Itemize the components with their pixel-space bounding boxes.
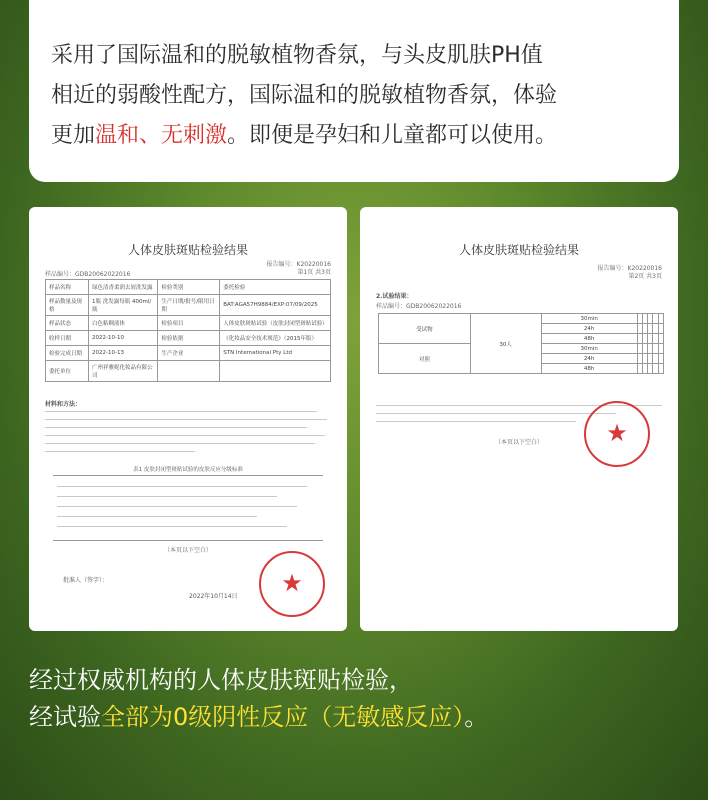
results-heading: 2.试验结果： bbox=[376, 293, 413, 300]
grading-table-caption: 表1 皮肤封闭型斑贴试验的皮肤反应分级标准 bbox=[133, 467, 243, 473]
result-time: 24h bbox=[541, 324, 637, 334]
result-group-label: 受试物 bbox=[379, 314, 471, 344]
signature-label: 批准人（签字）： bbox=[63, 577, 109, 584]
star-icon: ★ bbox=[281, 569, 303, 597]
bottom-line-2-prefix: 经试验 bbox=[29, 703, 101, 731]
info-row bbox=[46, 316, 331, 331]
bottom-line-2-suffix: 。 bbox=[464, 703, 489, 731]
report-serial: 样品编号：GDB20062022016 bbox=[376, 303, 462, 310]
text-line bbox=[45, 451, 195, 452]
info-cell: 委托检验 bbox=[220, 280, 331, 295]
report-page: 第1页 共3页 bbox=[297, 269, 331, 276]
text-line bbox=[45, 427, 307, 428]
report-page: 第2页 共3页 bbox=[628, 273, 662, 280]
info-row bbox=[46, 331, 331, 346]
result-cell bbox=[658, 334, 663, 344]
report-left bbox=[29, 207, 347, 631]
intro-line-3-prefix: 更加 bbox=[51, 123, 96, 148]
table-row bbox=[57, 526, 287, 527]
end-note: （本页以下空白） bbox=[494, 439, 543, 446]
result-cell bbox=[658, 324, 663, 334]
text-line bbox=[376, 421, 576, 422]
text-line bbox=[376, 413, 616, 414]
results-table bbox=[378, 313, 664, 374]
methods-heading: 材料和方法： bbox=[45, 401, 82, 408]
intro-line-2: 相近的弱酸性配方，国际温和的脱敏植物香氛，体验 bbox=[51, 83, 558, 108]
official-stamp bbox=[584, 401, 650, 467]
intro-line-1: 采用了国际温和的脱敏植物香氛，与头皮肌肤PH值 bbox=[51, 43, 543, 68]
table-row bbox=[57, 516, 257, 517]
table-row bbox=[57, 496, 277, 497]
intro-card bbox=[29, 0, 679, 182]
result-time: 24h bbox=[541, 354, 637, 364]
info-row bbox=[46, 280, 331, 295]
info-cell: 样品数量及规格 bbox=[46, 295, 89, 316]
info-row bbox=[46, 346, 331, 361]
info-cell: 收样日期 bbox=[46, 331, 89, 346]
star-icon: ★ bbox=[606, 419, 628, 447]
result-cell bbox=[658, 364, 663, 374]
grading-table bbox=[53, 475, 323, 541]
subject-count: 30人 bbox=[470, 314, 541, 374]
bottom-highlight: 全部为0级阴性反应（无敏感反应） bbox=[101, 703, 465, 731]
info-cell: 生产企业 bbox=[158, 346, 220, 361]
info-cell: BAT:AGA57H9884/EXP:07/09/2025 bbox=[220, 295, 331, 316]
report-title: 人体皮肤斑贴检验结果 bbox=[127, 243, 248, 257]
result-time: 30min bbox=[541, 344, 637, 354]
result-group-label: 对照 bbox=[379, 344, 471, 374]
info-cell: 广州祥雅妮化妆品有限公司 bbox=[88, 361, 157, 382]
info-table bbox=[45, 279, 331, 382]
report-number: 报告编号：K20220016 bbox=[266, 261, 331, 268]
info-row bbox=[46, 295, 331, 316]
result-time: 48h bbox=[541, 334, 637, 344]
info-cell: 《化妆品安全技术规范》（2015年版） bbox=[220, 331, 331, 346]
text-line bbox=[45, 419, 327, 420]
info-cell: 样品名称 bbox=[46, 280, 89, 295]
result-cell bbox=[658, 314, 663, 324]
info-cell: 检验完成日期 bbox=[46, 346, 89, 361]
info-cell: 委托单位 bbox=[46, 361, 89, 382]
info-cell bbox=[158, 361, 220, 382]
result-cell bbox=[658, 344, 663, 354]
info-cell: STN International Pty Ltd bbox=[220, 346, 331, 361]
report-number: 报告编号：K20220016 bbox=[597, 265, 662, 272]
text-line bbox=[45, 411, 317, 412]
intro-text bbox=[51, 36, 661, 156]
table-row bbox=[57, 506, 297, 507]
table-row bbox=[57, 486, 307, 487]
info-cell bbox=[220, 361, 331, 382]
text-line bbox=[45, 443, 315, 444]
info-cell: 检验类别 bbox=[158, 280, 220, 295]
info-cell: 人体皮肤斑贴试验（皮肤封闭型斑贴试验） bbox=[220, 316, 331, 331]
intro-line-3-suffix: 。即便是孕妇和儿童都可以使用。 bbox=[227, 123, 558, 148]
info-row bbox=[46, 361, 331, 382]
info-cell: 绿色清香柔润去屑洗发露 bbox=[88, 280, 157, 295]
info-cell: 样品状态 bbox=[46, 316, 89, 331]
official-stamp bbox=[259, 551, 325, 617]
result-row bbox=[379, 314, 664, 324]
result-time: 30min bbox=[541, 314, 637, 324]
info-cell: 2022-10-13 bbox=[88, 346, 157, 361]
intro-highlight: 温和、无刺激 bbox=[95, 123, 228, 148]
report-right bbox=[360, 207, 678, 631]
report-serial: 样品编号：GDB20062022016 bbox=[45, 271, 131, 278]
bottom-text bbox=[29, 662, 679, 736]
info-cell: 2022-10-10 bbox=[88, 331, 157, 346]
info-cell: 1瓶 洗发露每瓶 400ml/瓶 bbox=[88, 295, 157, 316]
info-cell: 检验项目 bbox=[158, 316, 220, 331]
text-line bbox=[45, 435, 325, 436]
result-cell bbox=[658, 354, 663, 364]
report-title: 人体皮肤斑贴检验结果 bbox=[458, 243, 579, 257]
bottom-line-1: 经过权威机构的人体皮肤斑贴检验， bbox=[29, 666, 413, 694]
end-note: （本页以下空白） bbox=[163, 547, 212, 554]
info-cell: 检验依据 bbox=[158, 331, 220, 346]
report-date: 2022年10月14日 bbox=[189, 593, 238, 600]
info-cell: 白色粘稠液体 bbox=[88, 316, 157, 331]
info-cell: 生产日期/批号/限用日期 bbox=[158, 295, 220, 316]
result-time: 48h bbox=[541, 364, 637, 374]
